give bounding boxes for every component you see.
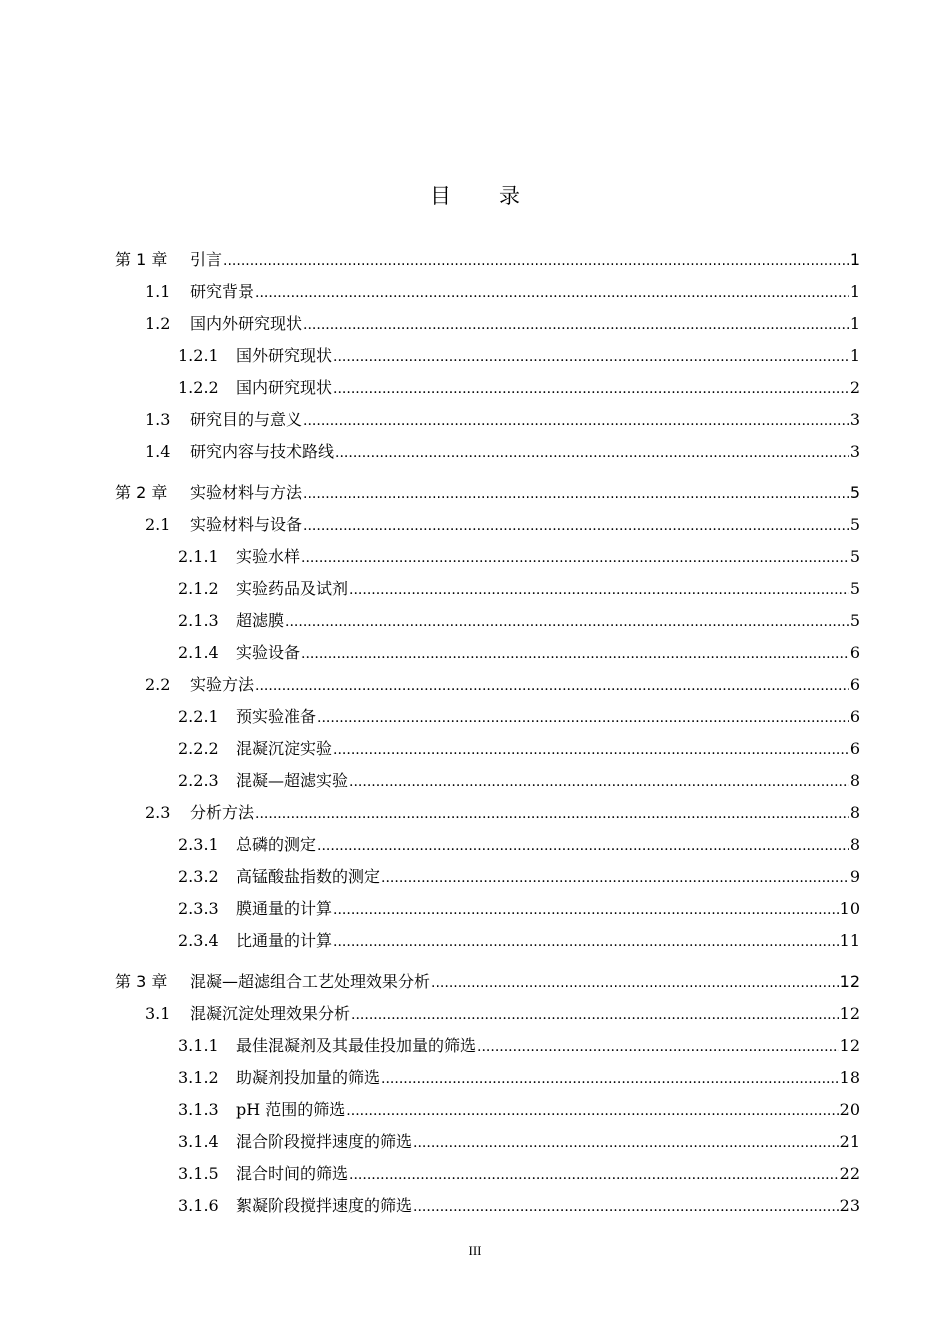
toc-entry-page: 21: [839, 1132, 860, 1151]
toc-leader-dots: [351, 998, 839, 1031]
toc-entry-title: 实验方法: [190, 675, 255, 694]
toc-entry[interactable]: [115, 605, 860, 637]
toc-entry-page: 1: [849, 282, 860, 301]
toc-entry[interactable]: [115, 1062, 860, 1094]
toc-leader-dots: [303, 308, 849, 341]
toc-entry-title: 比通量的计算: [236, 931, 333, 950]
toc-entry[interactable]: [115, 477, 860, 509]
toc-entry-title: 总磷的测定: [236, 835, 317, 854]
toc-leader-dots: [333, 372, 849, 405]
toc-leader-dots: [335, 436, 849, 469]
title-char-2: 录: [499, 184, 520, 208]
toc-entry[interactable]: [115, 276, 860, 308]
toc-leader-dots: [333, 925, 839, 958]
toc-entry[interactable]: [115, 998, 860, 1030]
toc-entry[interactable]: [115, 1094, 860, 1126]
toc-entry-number: 第 3 章: [115, 972, 168, 991]
toc-entry-title: 引言: [190, 250, 223, 269]
toc-entry[interactable]: [115, 701, 860, 733]
toc-entry-page: 8: [849, 803, 860, 822]
toc-entry[interactable]: [115, 669, 860, 701]
toc-entry-page: 1: [849, 250, 860, 269]
toc-entry-number: 3.1: [145, 1004, 171, 1023]
toc-entry-number: 2.1.3: [178, 611, 219, 630]
toc-leader-dots: [301, 637, 849, 670]
toc-entry-number: 2.1.1: [178, 547, 219, 566]
toc-entry-title: 混合时间的筛选: [236, 1164, 349, 1183]
toc-entry-number: 第 2 章: [115, 483, 168, 502]
toc-leader-dots: [255, 669, 849, 702]
toc-entry-title: 研究背景: [190, 282, 255, 301]
toc-entry[interactable]: [115, 893, 860, 925]
toc-entry-title: 混凝—超滤实验: [236, 771, 349, 790]
toc-entry-number: 1.2.1: [178, 346, 219, 365]
toc-entry-number: 2.3.4: [178, 931, 219, 950]
toc-entry-title: 实验水样: [236, 547, 301, 566]
toc-entry-title: pH 范围的筛选: [236, 1100, 346, 1119]
toc-entry-page: 11: [839, 931, 860, 950]
toc-entry-page: 6: [849, 643, 860, 662]
toc-entry[interactable]: [115, 1158, 860, 1190]
toc-leader-dots: [255, 276, 849, 309]
toc-entry-number: 3.1.4: [178, 1132, 219, 1151]
toc-entry-number: 2.1.2: [178, 579, 219, 598]
toc-leader-dots: [381, 1062, 839, 1095]
toc-entry-number: 第 1 章: [115, 250, 168, 269]
toc-entry-page: 3: [849, 442, 860, 461]
toc-entry-title: 膜通量的计算: [236, 899, 333, 918]
toc-entry-number: 2.3.3: [178, 899, 219, 918]
toc-leader-dots: [413, 1126, 839, 1159]
toc-entry-number: 1.1: [145, 282, 171, 301]
toc-entry-number: 2.2.3: [178, 771, 219, 790]
toc-leader-dots: [349, 1158, 839, 1191]
toc-entry-page: 1: [849, 346, 860, 365]
toc-entry[interactable]: [115, 573, 860, 605]
toc-entry[interactable]: [115, 509, 860, 541]
toc-entry[interactable]: [115, 765, 860, 797]
toc-entry-page: 9: [849, 867, 860, 886]
toc-entry-number: 1.3: [145, 410, 171, 429]
toc-entry-number: 2.1: [145, 515, 171, 534]
toc-leader-dots: [349, 765, 849, 798]
toc-leader-dots: [255, 797, 849, 830]
toc-entry-title: 混凝沉淀处理效果分析: [190, 1004, 351, 1023]
toc-entry[interactable]: [115, 340, 860, 372]
toc-entry[interactable]: [115, 797, 860, 829]
toc-leader-dots: [223, 244, 849, 277]
toc-entry-title: 实验药品及试剂: [236, 579, 349, 598]
toc-leader-dots: [333, 733, 849, 766]
toc-entry[interactable]: [115, 308, 860, 340]
toc-entry[interactable]: [115, 861, 860, 893]
toc-entry-title: 超滤膜: [236, 611, 285, 630]
toc-entry-title: 预实验准备: [236, 707, 317, 726]
toc-leader-dots: [303, 404, 849, 437]
toc-leader-dots: [477, 1030, 839, 1063]
toc-leader-dots: [301, 541, 849, 574]
toc-entry-number: 2.2: [145, 675, 171, 694]
toc-entry-number: 2.2.2: [178, 739, 219, 758]
toc-entry-title: 高锰酸盐指数的测定: [236, 867, 381, 886]
toc-entry-title: 国内研究现状: [236, 378, 333, 397]
toc-entry-title: 助凝剂投加量的筛选: [236, 1068, 381, 1087]
toc-entry-page: 22: [839, 1164, 860, 1183]
toc-entry-title: 国外研究现状: [236, 346, 333, 365]
toc-entry[interactable]: [115, 733, 860, 765]
toc-leader-dots: [349, 573, 849, 606]
toc-entry-number: 3.1.3: [178, 1100, 219, 1119]
toc-entry-page: 12: [839, 972, 860, 991]
toc-entry-number: 3.1.6: [178, 1196, 219, 1215]
toc-entry-page: 12: [839, 1004, 860, 1023]
toc-entry-number: 2.3: [145, 803, 171, 822]
toc-entry[interactable]: [115, 925, 860, 957]
toc-leader-dots: [317, 701, 849, 734]
toc-entry-title: 实验材料与设备: [190, 515, 303, 534]
toc-entry-title: 实验设备: [236, 643, 301, 662]
toc-entry-page: 18: [839, 1068, 860, 1087]
page-number-footer: III: [468, 1243, 482, 1258]
toc-entry-page: 5: [849, 483, 860, 502]
toc-entry-page: 20: [839, 1100, 860, 1119]
toc-entry-title: 研究内容与技术路线: [190, 442, 335, 461]
toc-entry[interactable]: [115, 1190, 860, 1222]
toc-entry[interactable]: [115, 541, 860, 573]
toc-entry-title: 实验材料与方法: [190, 483, 303, 502]
toc-entry-page: 2: [849, 378, 860, 397]
toc-leader-dots: [303, 509, 849, 542]
toc-entry-number: 1.4: [145, 442, 171, 461]
toc-entry-page: 23: [839, 1196, 860, 1215]
toc-entry-page: 5: [849, 611, 860, 630]
toc-entry[interactable]: [115, 1030, 860, 1062]
toc-entry-page: 6: [849, 675, 860, 694]
toc-entry-page: 6: [849, 739, 860, 758]
toc-entry-number: 3.1.5: [178, 1164, 219, 1183]
page-title: [0, 180, 950, 210]
table-of-contents: [115, 244, 860, 1222]
toc-entry-number: 1.2: [145, 314, 171, 333]
toc-entry-page: 6: [849, 707, 860, 726]
toc-entry[interactable]: [115, 966, 860, 998]
toc-entry-page: 5: [849, 547, 860, 566]
toc-entry[interactable]: [115, 372, 860, 404]
toc-entry[interactable]: [115, 244, 860, 276]
toc-entry-title: 分析方法: [190, 803, 255, 822]
toc-leader-dots: [333, 893, 839, 926]
toc-entry[interactable]: [115, 436, 860, 468]
toc-entry-title: 最佳混凝剂及其最佳投加量的筛选: [236, 1036, 477, 1055]
toc-entry-title: 絮凝阶段搅拌速度的筛选: [236, 1196, 413, 1215]
toc-entry-page: 5: [849, 515, 860, 534]
toc-leader-dots: [303, 477, 849, 510]
toc-leader-dots: [431, 966, 839, 999]
toc-entry-title: 研究目的与意义: [190, 410, 303, 429]
toc-entry-page: 5: [849, 579, 860, 598]
toc-leader-dots: [317, 829, 849, 862]
toc-entry-page: 1: [849, 314, 860, 333]
toc-entry-number: 3.1.1: [178, 1036, 219, 1055]
toc-entry-title: 国内外研究现状: [190, 314, 303, 333]
toc-entry[interactable]: [115, 637, 860, 669]
toc-entry-page: 8: [849, 771, 860, 790]
toc-entry[interactable]: [115, 1126, 860, 1158]
toc-entry-title: 混合阶段搅拌速度的筛选: [236, 1132, 413, 1151]
toc-entry[interactable]: [115, 404, 860, 436]
toc-entry-title: 混凝—超滤组合工艺处理效果分析: [190, 972, 431, 991]
toc-leader-dots: [285, 605, 849, 638]
toc-entry-number: 2.3.1: [178, 835, 219, 854]
toc-entry-number: 2.2.1: [178, 707, 219, 726]
toc-entry-page: 3: [849, 410, 860, 429]
title-char-1: 目: [430, 184, 451, 208]
toc-leader-dots: [346, 1094, 838, 1127]
toc-entry-number: 2.3.2: [178, 867, 219, 886]
toc-entry[interactable]: [115, 829, 860, 861]
toc-leader-dots: [333, 340, 849, 373]
toc-entry-page: 10: [839, 899, 860, 918]
toc-entry-number: 1.2.2: [178, 378, 219, 397]
toc-leader-dots: [381, 861, 849, 894]
toc-entry-number: 3.1.2: [178, 1068, 219, 1087]
toc-entry-title: 混凝沉淀实验: [236, 739, 333, 758]
toc-entry-page: 8: [849, 835, 860, 854]
toc-entry-number: 2.1.4: [178, 643, 219, 662]
toc-entry-page: 12: [839, 1036, 860, 1055]
toc-leader-dots: [413, 1190, 839, 1223]
